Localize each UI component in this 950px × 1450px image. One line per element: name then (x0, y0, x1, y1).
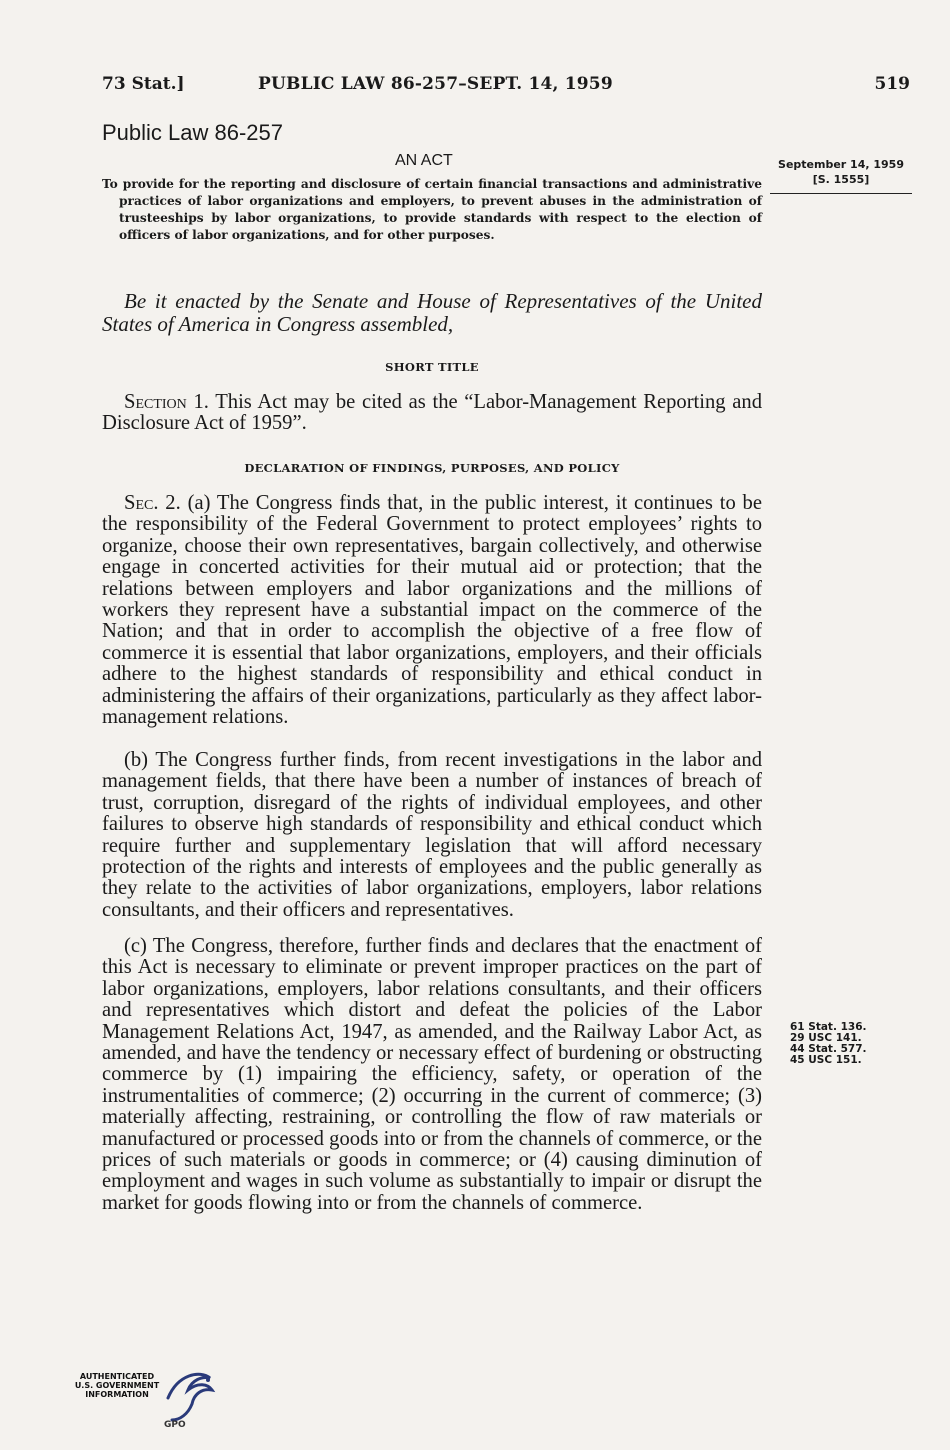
page-number: 519 (874, 74, 910, 94)
margin-date-note (770, 157, 912, 194)
citation-line: 44 Stat. 577. (790, 1043, 867, 1055)
section-2a-paragraph (102, 493, 762, 728)
bill-number: [S. 1555] (812, 173, 870, 186)
declaration-heading: DECLARATION OF FINDINGS, PURPOSES, AND POLICY (244, 461, 620, 475)
seal-line-2: U.S. GOVERNMENT (74, 1381, 160, 1390)
eagle-icon (158, 1368, 218, 1424)
section-2a-text: (a) The Congress finds that, in the public interest, it continues to be the responsibility of the Federal Government to protect employees’ rights to organize, choose their own representatives, bargain collectively, and otherwise engage in concerted activities for their mutual aid or protection; that the relations between employers and labor organizations and the millions of workers they represent have a substantial impact on the commerce of the Nation; and that in order to accomplish the objective of a free flow of commerce it is essential that labor organizations, employers, and their officials adhere to the highest standards of responsibility and ethical conduct in administering the affairs of their organizations, particularly as they affect labor-management relations. (102, 492, 762, 729)
margin-citations (790, 1022, 900, 1066)
enacting-clause: Be it enacted by the Senate and House of Representatives of the United States of America in Congress assembled, (102, 289, 762, 336)
citation-line: 61 Stat. 136. (790, 1021, 867, 1033)
volume-citation: 73 Stat.] (102, 74, 185, 94)
enactment-date: September 14, 1959 (778, 158, 904, 171)
section-2b-paragraph: (b) The Congress further finds, from recent investigations in the labor and management fields, that there have been a number of instances of breach of trust, corruption, disregard of the rights of individual employees, and other failures to observe high standards of responsibility and ethical conduct which require further and supplementary legislation that will afford necessary protection of the rights and interests of employees and the public generally as they relate to the activities of labor organizations, employers, labor relations consultants, and their officers and representatives. (102, 749, 762, 921)
seal-line-1: AUTHENTICATED (79, 1372, 155, 1381)
section-1-paragraph (102, 392, 762, 435)
public-law-title: Public Law 86-257 (102, 120, 284, 145)
section-1-text: This Act may be cited as the “Labor-Management Reporting and Disclosure Act of 1959”. (102, 391, 762, 435)
seal-line-3: INFORMATION (85, 1390, 149, 1399)
citation-line: 45 USC 151. (790, 1054, 862, 1066)
gpo-mark: GPO (164, 1420, 186, 1430)
purpose-statement: To provide for the reporting and disclosure of certain financial transactions and administrative practices of labor organizations and employers, to prevent abuses in the administration of trusteeships by labor organizations, to provide standards with respect to the election of officers of labor organizations, and for other purposes. (102, 177, 762, 242)
running-head (102, 74, 910, 100)
section-2c-paragraph: (c) The Congress, therefore, further finds and declares that the enactment of this Act is necessary to eliminate or prevent improper practices on the part of labor organizations, employers, labor relations consultants, and their officers and representatives which distort and defeat the policies of the Labor Management Relations Act, 1947, as amended, and the Railway Labor Act, as amended, and have the tendency or necessary effect of burdening or obstructing commerce by (1) impairing the efficiency, safety, or operation of the instrumentalities of commerce; (2) occurring in the current of commerce; (3) materially affecting, restraining, or controlling the flow of raw materials or manufactured or processed goods into or from the channels of commerce, or the prices of such materials or goods in commerce; or (4) causing diminution of employment and wages in such volume as substantially to impair or disrupt the market for goods flowing into or from the channels of commerce. (102, 935, 762, 1214)
citation-line: 29 USC 141. (790, 1032, 862, 1044)
running-title: PUBLIC LAW 86-257–SEPT. 14, 1959 (258, 74, 613, 94)
act-heading: AN ACT (395, 152, 453, 169)
short-title-heading: SHORT TITLE (385, 360, 479, 374)
section-2-label: Sec. 2. (124, 492, 181, 514)
seal-text (72, 1372, 162, 1399)
gpo-authentication-seal (72, 1368, 222, 1428)
section-1-label: Section 1. (124, 391, 209, 413)
